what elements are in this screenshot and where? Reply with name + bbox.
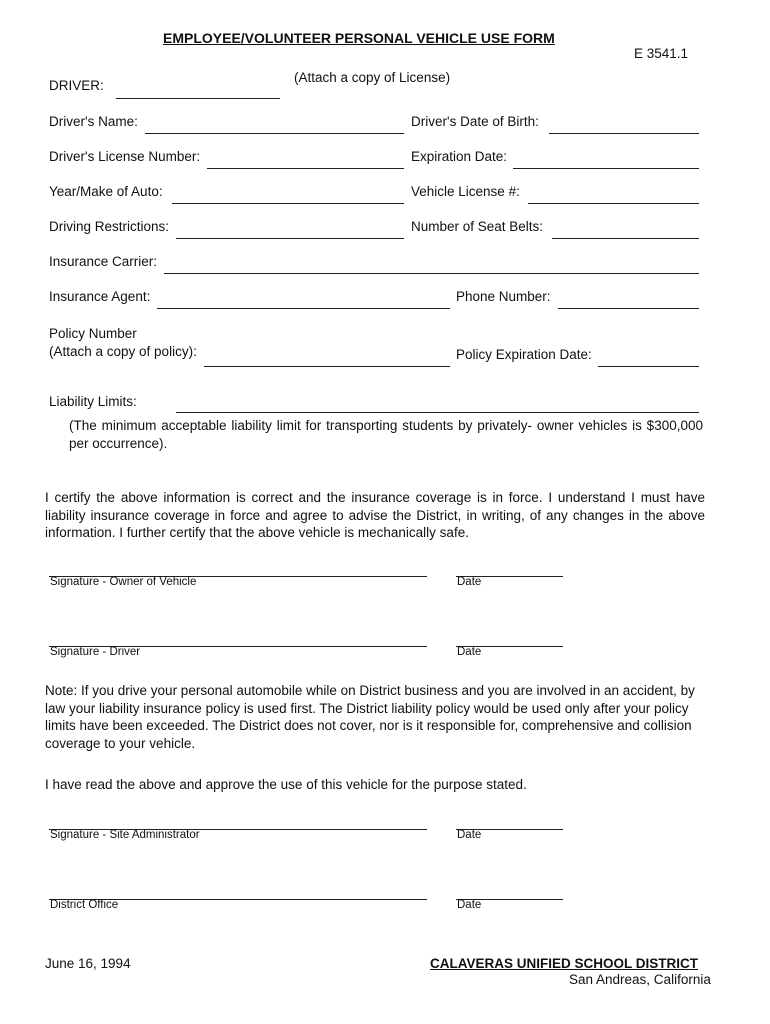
- driving-restrictions-label: Driving Restrictions:: [49, 219, 170, 234]
- drivers-name-label: Driver's Name:: [49, 114, 138, 129]
- insurance-carrier-label: Insurance Carrier:: [49, 254, 158, 269]
- liability-note: (The minimum acceptable liability limit for transporting students by privately- owner vehicles is $300,000 per occurrence).: [69, 418, 703, 451]
- driver-date-label: Date: [457, 646, 482, 658]
- phone-number-field[interactable]: [558, 308, 699, 309]
- seat-belts-label: Number of Seat Belts:: [411, 219, 544, 234]
- policy-expiration-field[interactable]: [598, 366, 699, 367]
- certify-statement: I certify the above information is correct and the insurance coverage is in force. I understand I must have liability insurance coverage in force and agree to advise the District, in writing, of any changes in the above information. I further certify that the above vehicle is mechanically safe.: [45, 490, 705, 540]
- district-name: CALAVERAS UNIFIED SCHOOL DISTRICT: [430, 956, 699, 971]
- year-make-label: Year/Make of Auto:: [49, 184, 163, 199]
- license-number-field[interactable]: [207, 168, 404, 169]
- phone-number-label: Phone Number:: [456, 289, 551, 304]
- accident-note: Note: If you drive your personal automobile while on District business and you are involved in an accident, by law your liability insurance policy is used first. The District liability policy would be used only after your policy limits have been exceeded. The District does not cover, nor is it responsible for, comprehensive and collision coverage to your vehicle.: [45, 683, 695, 751]
- license-number-label: Driver's License Number:: [49, 149, 201, 164]
- site-admin-date-label: Date: [457, 829, 482, 841]
- insurance-agent-field[interactable]: [157, 308, 450, 309]
- drivers-dob-field[interactable]: [549, 133, 699, 134]
- drivers-dob-label: Driver's Date of Birth:: [411, 114, 539, 129]
- attach-policy-label: (Attach a copy of policy):: [49, 344, 197, 359]
- liability-limits-label: Liability Limits:: [49, 394, 137, 409]
- seat-belts-field[interactable]: [552, 238, 699, 239]
- district-office-date-label: Date: [457, 899, 482, 911]
- liability-limits-field[interactable]: [176, 412, 699, 413]
- year-make-field[interactable]: [172, 203, 404, 204]
- insurance-carrier-field[interactable]: [164, 273, 699, 274]
- policy-number-label: Policy Number: [49, 326, 137, 341]
- site-admin-signature-label: Signature - Site Administrator: [50, 829, 200, 841]
- expiration-date-field[interactable]: [513, 168, 699, 169]
- policy-number-field[interactable]: [204, 366, 450, 367]
- footer-date: June 16, 1994: [45, 956, 131, 971]
- district-location: San Andreas, California: [569, 972, 711, 987]
- drivers-name-field[interactable]: [145, 133, 404, 134]
- driver-signature-label: Signature - Driver: [50, 646, 141, 658]
- expiration-date-label: Expiration Date:: [411, 149, 508, 164]
- district-office-label: District Office: [50, 899, 119, 911]
- insurance-agent-label: Insurance Agent:: [49, 289, 151, 304]
- attach-license-note: (Attach a copy of License): [294, 70, 451, 85]
- form-title: EMPLOYEE/VOLUNTEER PERSONAL VEHICLE USE FORM: [163, 30, 555, 46]
- owner-date-label: Date: [457, 576, 482, 588]
- form-code: E 3541.1: [634, 46, 689, 61]
- driver-label: DRIVER:: [49, 78, 104, 93]
- driver-field[interactable]: [116, 98, 280, 99]
- driving-restrictions-field[interactable]: [176, 238, 404, 239]
- owner-signature-label: Signature - Owner of Vehicle: [50, 576, 197, 588]
- vehicle-license-field[interactable]: [528, 203, 699, 204]
- approve-statement: I have read the above and approve the use of this vehicle for the purpose stated.: [45, 777, 527, 792]
- policy-expiration-label: Policy Expiration Date:: [456, 347, 592, 362]
- vehicle-license-label: Vehicle License #:: [411, 184, 520, 199]
